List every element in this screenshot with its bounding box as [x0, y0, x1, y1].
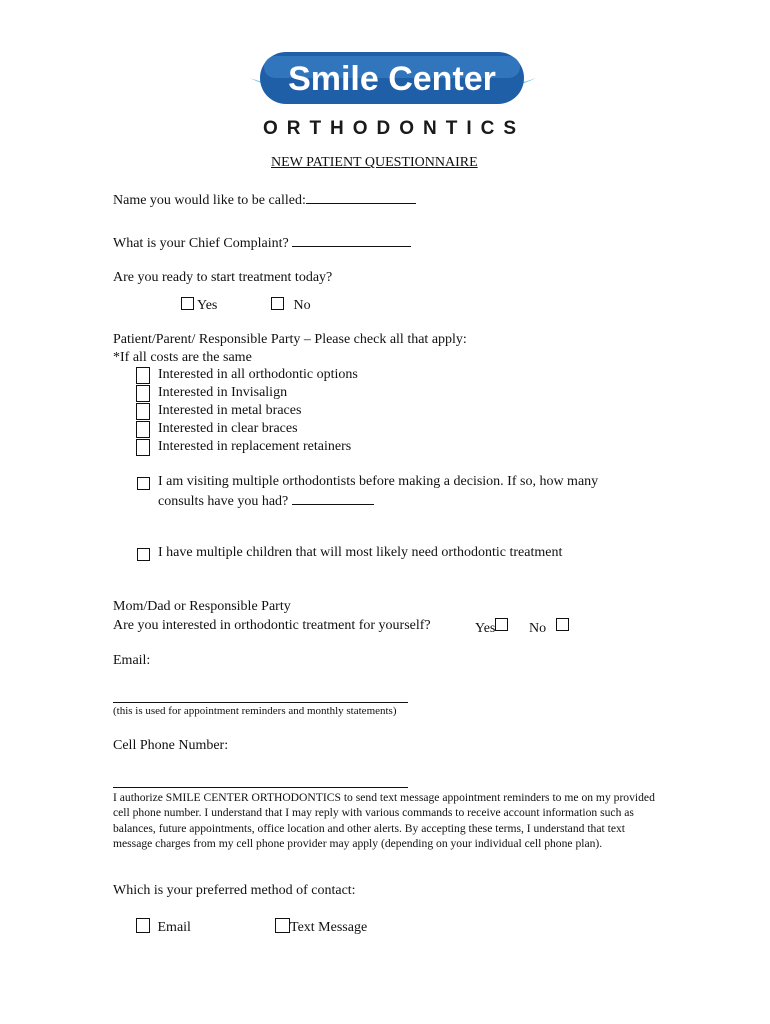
page-title: NEW PATIENT QUESTIONNAIRE [271, 155, 478, 170]
ready-question: Are you ready to start treatment today? [113, 270, 333, 285]
ready-no-checkbox[interactable] [271, 297, 284, 310]
multi-children-text: I have multiple children that will most likely need orthodontic treatment [158, 545, 563, 560]
interest-checkbox-retainers[interactable] [136, 439, 150, 456]
party-instructions: Patient/Parent/ Responsible Party – Please check all that apply: [113, 332, 467, 347]
contact-text-checkbox[interactable] [275, 918, 290, 933]
ready-no-label: No [293, 298, 311, 313]
complaint-label: What is your Chief Complaint? [113, 236, 289, 251]
complaint-question [113, 234, 411, 252]
ready-yes-label: Yes [196, 298, 218, 313]
logo-brand-text: Smile Center [288, 60, 496, 98]
self-no-label: No [529, 621, 547, 636]
interest-checkbox-all-options[interactable] [136, 367, 150, 384]
name-label: Name you would like to be called: [113, 193, 306, 208]
contact-text-label: Text Message [290, 920, 368, 935]
email-note: (this is used for appointment reminders and monthly statements) [113, 705, 397, 717]
contact-email-label: Email [157, 920, 191, 935]
name-question [113, 191, 416, 209]
self-yes-option[interactable] [475, 618, 508, 637]
self-no-option[interactable] [529, 618, 569, 637]
interest-checkbox-clear-braces[interactable] [136, 421, 150, 438]
interest-label-all-options: Interested in all orthodontic options [158, 367, 358, 382]
responsible-party-heading: Mom/Dad or Responsible Party [113, 599, 291, 614]
name-answer-line[interactable] [306, 191, 416, 204]
interest-label-invisalign: Interested in Invisalign [158, 385, 288, 400]
interest-label-metal-braces: Interested in metal braces [158, 403, 302, 418]
contact-email-checkbox[interactable] [136, 918, 150, 933]
ready-yes-checkbox[interactable] [181, 297, 194, 310]
party-cost-note: *If all costs are the same [113, 350, 252, 365]
consults-label: consults have you had? [158, 494, 289, 509]
cell-phone-label: Cell Phone Number: [113, 738, 229, 753]
consults-question [158, 492, 374, 510]
email-answer-line[interactable] [113, 702, 408, 703]
self-no-checkbox[interactable] [556, 618, 569, 631]
sms-authorization-text: I authorize SMILE CENTER ORTHODONTICS to send text message appointment reminders to me on my provided cell phone number. I understand that I may reply with various commands to receive account information such as balances, future appointments, office location and other alerts. By accepting these terms, I understand that text message charges from my cell phone provider may apply (depending on your individual cell phone plan). [113, 791, 655, 851]
contact-method-question: Which is your preferred method of contact: [113, 883, 356, 898]
smile-center-logo [248, 48, 538, 140]
consults-answer-line[interactable] [292, 492, 374, 505]
multi-children-checkbox[interactable] [137, 548, 150, 561]
contact-text-option[interactable] [275, 918, 367, 936]
interest-checkbox-invisalign[interactable] [136, 385, 150, 402]
ready-yes-option[interactable] [181, 297, 217, 314]
complaint-answer-line[interactable] [292, 234, 411, 247]
multi-orthodontists-checkbox[interactable] [137, 477, 150, 490]
contact-email-option[interactable] [136, 918, 191, 936]
self-treatment-question: Are you interested in orthodontic treatment for yourself? [113, 618, 431, 633]
logo-subtitle-text: ORTHODONTICS [262, 118, 526, 139]
interest-checkbox-metal-braces[interactable] [136, 403, 150, 420]
multi-orthodontists-text: I am visiting multiple orthodontists before making a decision. If so, how many [158, 474, 599, 489]
interest-label-retainers: Interested in replacement retainers [158, 439, 352, 454]
self-yes-label: Yes [475, 621, 496, 636]
self-yes-checkbox[interactable] [495, 618, 508, 631]
ready-no-option[interactable] [271, 297, 311, 314]
email-label: Email: [113, 653, 151, 668]
logo-graphic [248, 48, 538, 140]
interest-label-clear-braces: Interested in clear braces [158, 421, 298, 436]
cell-phone-answer-line[interactable] [113, 787, 408, 788]
